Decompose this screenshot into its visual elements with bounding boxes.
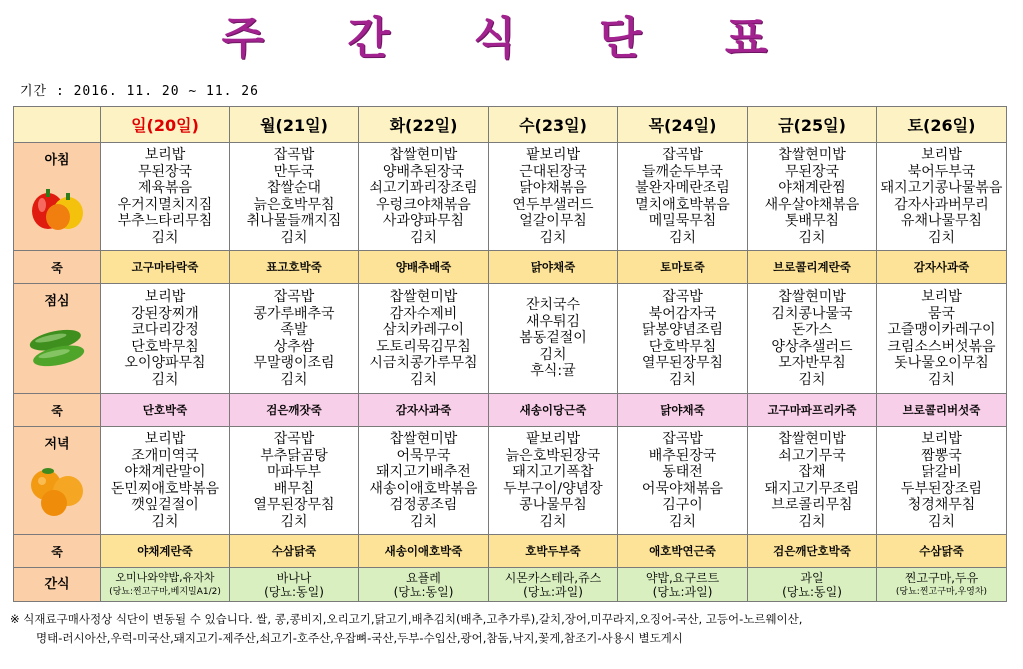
porridge-label: 죽 — [14, 251, 101, 284]
dinner-label-cell — [14, 427, 101, 535]
menu-item: 보리밥 — [921, 289, 962, 305]
menu-item: 김치 — [927, 513, 956, 530]
dinner-cell — [101, 427, 230, 535]
porridge-cell: 애호박연근죽 — [618, 535, 748, 568]
menu-item: 찹쌀순대 — [266, 180, 322, 196]
breakfast-label: 아침 — [44, 153, 70, 168]
menu-item: 김치 — [539, 229, 567, 246]
snack-diabetic-note: (당뇨:과일) — [523, 584, 583, 599]
lunch-cell — [489, 284, 618, 394]
menu-item: 고즐맹이카레구이 — [887, 322, 996, 338]
menu-item: 잔치국수 — [525, 297, 581, 314]
menu-item: 김치 — [409, 371, 438, 388]
porridge-row — [14, 535, 1007, 568]
porridge-cell: 감자사과죽 — [359, 394, 489, 427]
day-header: 목(24일) — [618, 107, 748, 143]
menu-item: 김치 — [927, 229, 956, 246]
menu-item: 김치 — [668, 371, 697, 388]
menu-item: 코다리강정 — [131, 322, 199, 338]
menu-item: 잡곡밥 — [662, 431, 703, 447]
porridge-cell: 닭야채죽 — [489, 251, 618, 284]
menu-item: 무말랭이조림 — [253, 355, 335, 371]
menu-item: 오이양파무침 — [124, 355, 206, 371]
snack-diabetic-note: (당뇨:과일) — [652, 584, 713, 599]
menu-item: 뭄국 — [927, 305, 956, 322]
menu-item: 닭갈비 — [921, 464, 962, 480]
menu-item: 깻잎겉절이 — [131, 497, 199, 513]
menu-item: 보리밥 — [144, 289, 186, 305]
menu-item: 취나물들깨지짐 — [246, 213, 342, 229]
dinner-cell — [748, 427, 877, 535]
bell-pepper-icon — [28, 177, 86, 233]
menu-item: 돼지고기배추전 — [376, 464, 471, 480]
corner-cell — [14, 107, 101, 143]
menu-item: 야채계란말이 — [124, 464, 206, 480]
lunch-cell — [101, 284, 230, 394]
porridge-cell: 새송이당근죽 — [489, 394, 618, 427]
dinner-row — [14, 427, 1007, 535]
dinner-label: 저녁 — [44, 437, 70, 452]
menu-item: 찹쌀현미밥 — [778, 147, 846, 163]
menu-item: 부추느타리무침 — [117, 213, 213, 229]
porridge-label: 죽 — [14, 535, 101, 568]
menu-item: 멸치애호박볶음 — [635, 196, 730, 213]
period-text: 기간 : 2016. 11. 20 ~ 11. 26 — [20, 84, 259, 99]
menu-item: 찹쌀현미밥 — [778, 431, 846, 447]
porridge-cell: 수삼닭죽 — [877, 535, 1007, 568]
porridge-cell: 토마토죽 — [618, 251, 748, 284]
menu-item: 메밀묵무침 — [648, 213, 717, 229]
porridge-cell: 브로콜리버섯죽 — [877, 394, 1007, 427]
menu-item: 돈민찌애호박볶음 — [110, 480, 220, 497]
menu-item: 북어두부국 — [907, 163, 976, 180]
menu-item: 동태전 — [662, 464, 703, 480]
menu-item: 늙은호박된장국 — [505, 447, 601, 464]
menu-item: 쇠고기꽈리장조림 — [369, 180, 478, 196]
menu-item: 찹쌀현미밥 — [389, 147, 458, 163]
snack-cell — [748, 568, 877, 602]
menu-item: 닭야채볶음 — [519, 180, 587, 196]
menu-item: 단호박무침 — [131, 338, 199, 355]
snack-cell — [230, 568, 359, 602]
menu-item: 부추닭곰탕 — [260, 447, 328, 464]
snack-diabetic-note: (당뇨:동일) — [393, 584, 454, 599]
footnote-line: 명태-러시아산,우럭-미국산,돼지고기-제주산,쇠고기-호주산,우잡뼈-국산,두부-수입산,광어,참돔,낙지,꽃게,참조기-사용시 별도게시 — [36, 631, 683, 645]
menu-item: 김치 — [151, 229, 179, 246]
menu-item: 김구이 — [662, 497, 703, 513]
menu-item: 마파두부 — [266, 464, 322, 480]
menu-item: 김치 — [798, 513, 826, 530]
menu-item: 돗나물오이무침 — [894, 355, 989, 371]
menu-item: 단호박무침 — [648, 338, 717, 355]
menu-item: 보리밥 — [144, 431, 186, 447]
menu-item: 톳배무침 — [784, 213, 840, 229]
menu-item: 돼지고기무조림 — [764, 480, 860, 497]
menu-item: 근대된장국 — [519, 163, 587, 180]
page-title: 주 간 식 단 표 — [221, 13, 802, 64]
menu-item: 우렁크야채볶음 — [376, 196, 471, 213]
porridge-cell: 야채계란죽 — [101, 535, 230, 568]
porridge-label: 죽 — [14, 394, 101, 427]
menu-item: 김치 — [151, 371, 179, 388]
snack-cell — [877, 568, 1007, 602]
menu-item: 돈가스 — [791, 322, 833, 338]
menu-item: 연두부샐러드 — [512, 196, 594, 213]
menu-item: 팥보리밥 — [525, 431, 581, 447]
menu-item: 잡곡밥 — [273, 289, 315, 305]
breakfast-cell — [359, 143, 489, 251]
menu-item: 김치 — [280, 371, 308, 388]
snack-item: 요플레 — [406, 570, 441, 585]
footnote-line: ※ 식재료구매사정상 식단이 변동될 수 있습니다. 쌀, 콩,콩비지,오리고기,닭고기,배추김치(배추,고추가루),갈치,장어,미꾸라지,오징어-국산, 고등어-노르웨이산, — [10, 612, 803, 626]
lunch-cell — [877, 284, 1007, 394]
menu-item: 김치 — [668, 513, 697, 530]
dinner-cell — [489, 427, 618, 535]
menu-item: 어묵무국 — [396, 447, 451, 464]
menu-item: 잡곡밥 — [662, 289, 703, 305]
menu-item: 양상추샐러드 — [771, 338, 853, 355]
menu-item: 후식:귤 — [530, 363, 576, 380]
breakfast-cell — [230, 143, 359, 251]
porridge-cell: 수삼닭죽 — [230, 535, 359, 568]
weekly-menu-table — [13, 106, 1007, 602]
menu-item: 콩나물무침 — [519, 497, 587, 513]
dinner-cell — [359, 427, 489, 535]
porridge-cell: 호박두부죽 — [489, 535, 618, 568]
menu-item: 잡곡밥 — [273, 147, 315, 163]
porridge-row — [14, 251, 1007, 284]
menu-item: 김치 — [798, 371, 826, 388]
menu-item: 우거지멸치지짐 — [117, 196, 213, 213]
menu-item: 유채나물무침 — [900, 213, 983, 229]
menu-item: 열무된장무침 — [253, 497, 335, 513]
lunch-label-cell — [14, 284, 101, 394]
menu-item: 보리밥 — [144, 147, 186, 163]
porridge-cell: 브로콜리계란죽 — [748, 251, 877, 284]
porridge-cell: 고구마파프리카죽 — [748, 394, 877, 427]
dinner-cell — [230, 427, 359, 535]
menu-item: 무된장국 — [784, 163, 840, 180]
breakfast-cell — [748, 143, 877, 251]
lunch-label: 점심 — [44, 294, 70, 309]
snack-diabetic-note: (당뇨:찐고구마,우영차) — [895, 586, 988, 597]
menu-item: 야채계란찜 — [778, 180, 846, 196]
snack-diabetic-note: (당뇨:동일) — [264, 584, 324, 599]
menu-item: 잡곡밥 — [273, 431, 315, 447]
menu-item: 조개미역국 — [131, 447, 199, 464]
menu-item: 청경채무침 — [907, 497, 976, 513]
menu-item: 검정콩조림 — [389, 497, 458, 513]
menu-item: 김치 — [668, 229, 697, 246]
lunch-cell — [359, 284, 489, 394]
menu-item: 콩가루배추국 — [253, 305, 335, 322]
snack-item: 바나나 — [276, 570, 312, 585]
day-header: 화(22일) — [359, 107, 489, 143]
lunch-row — [14, 284, 1007, 394]
menu-item: 얼갈이무침 — [519, 213, 587, 229]
snack-item: 약밥,요구르트 — [645, 570, 720, 585]
menu-item: 도토리묵김무침 — [376, 338, 471, 355]
menu-item: 김치 — [539, 346, 567, 363]
menu-item: 짬뽕국 — [921, 447, 962, 464]
menu-item: 김치 — [280, 513, 308, 530]
menu-item: 양배추된장국 — [382, 163, 465, 180]
menu-item: 배무침 — [273, 480, 315, 497]
header-row — [14, 107, 1007, 143]
menu-item: 시금치콩가루무침 — [369, 355, 478, 371]
porridge-cell: 검은깨단호박죽 — [748, 535, 877, 568]
porridge-cell: 단호박죽 — [101, 394, 230, 427]
snack-row — [14, 568, 1007, 602]
menu-item: 제육볶음 — [137, 180, 193, 196]
menu-item: 만두국 — [273, 163, 315, 180]
breakfast-label-cell — [14, 143, 101, 251]
menu-item: 봄동겉절이 — [519, 330, 587, 347]
menu-item: 두부된장조림 — [900, 480, 983, 497]
menu-item: 김치 — [280, 229, 308, 246]
snack-item: 찐고구마,두유 — [904, 570, 979, 585]
porridge-cell: 새송이애호박죽 — [359, 535, 489, 568]
menu-item: 닭봉양념조림 — [641, 322, 724, 338]
menu-item: 찹쌀현미밥 — [389, 431, 458, 447]
menu-item: 새송이애호박볶음 — [369, 480, 478, 497]
dinner-cell — [877, 427, 1007, 535]
menu-item: 감자사과버무리 — [894, 196, 989, 213]
breakfast-cell — [618, 143, 748, 251]
menu-item: 감자수제비 — [389, 305, 458, 322]
menu-item: 크림소스버섯볶음 — [887, 338, 996, 355]
breakfast-cell — [877, 143, 1007, 251]
lunch-cell — [618, 284, 748, 394]
snack-item: 시몬카스테라,쥬스 — [504, 570, 602, 585]
menu-item: 김치 — [539, 513, 567, 530]
day-header: 일(20일) — [101, 107, 230, 143]
porridge-cell: 고구마타락죽 — [101, 251, 230, 284]
cucumber-icon — [28, 318, 86, 374]
snack-cell — [489, 568, 618, 602]
day-header: 수(23일) — [489, 107, 618, 143]
lunch-cell — [748, 284, 877, 394]
snack-diabetic-note: (당뇨:동일) — [782, 584, 842, 599]
footnote — [10, 610, 1015, 648]
menu-item: 늙은호박무침 — [253, 196, 335, 213]
menu-item: 강된장찌개 — [131, 305, 199, 322]
menu-item: 배추된장국 — [648, 447, 717, 464]
snack-label: 간식 — [14, 568, 101, 602]
menu-item: 들깨순두부국 — [641, 163, 724, 180]
menu-item: 무된장국 — [137, 163, 193, 180]
porridge-cell: 닭야채죽 — [618, 394, 748, 427]
menu-item: 새우튀김 — [525, 313, 581, 330]
snack-diabetic-note: (당뇨:찐고구마,베지밀A1/2) — [109, 586, 221, 597]
menu-item: 상추쌈 — [273, 338, 315, 355]
menu-item: 열무된장무침 — [641, 355, 724, 371]
menu-item: 김치 — [409, 513, 438, 530]
porridge-cell: 감자사과죽 — [877, 251, 1007, 284]
day-header: 토(26일) — [877, 107, 1007, 143]
menu-item: 팥보리밥 — [525, 147, 581, 163]
menu-item: 새우살야채볶음 — [764, 196, 860, 213]
menu-item: 모자반무침 — [778, 355, 846, 371]
menu-item: 보리밥 — [921, 431, 962, 447]
porridge-cell: 표고호박죽 — [230, 251, 359, 284]
menu-item: 돼지고기폭찹 — [512, 464, 594, 480]
menu-item: 김치콩나물국 — [771, 305, 853, 322]
porridge-cell: 검은깨잣죽 — [230, 394, 359, 427]
menu-item: 김치 — [927, 371, 956, 388]
snack-cell — [359, 568, 489, 602]
menu-item: 찹쌀현미밥 — [389, 289, 458, 305]
menu-item: 쇠고기무국 — [778, 447, 846, 464]
menu-item: 잡채 — [798, 464, 826, 480]
snack-cell — [618, 568, 748, 602]
menu-item: 두부구이/양념장 — [503, 480, 603, 497]
porridge-row — [14, 394, 1007, 427]
day-header: 금(25일) — [748, 107, 877, 143]
dinner-cell — [618, 427, 748, 535]
snack-cell — [101, 568, 230, 602]
menu-item: 브로콜리무침 — [771, 497, 853, 513]
snack-item: 오미나와약밥,유자차 — [115, 570, 215, 584]
menu-item: 어묵야채볶음 — [641, 480, 724, 497]
menu-item: 잡곡밥 — [662, 147, 703, 163]
lunch-cell — [230, 284, 359, 394]
tangerine-icon — [28, 461, 86, 517]
breakfast-cell — [489, 143, 618, 251]
menu-item: 김치 — [798, 229, 826, 246]
menu-item: 찹쌀현미밥 — [778, 289, 846, 305]
menu-item: 보리밥 — [921, 147, 962, 163]
breakfast-cell — [101, 143, 230, 251]
menu-item: 북어감자국 — [648, 305, 717, 322]
day-header: 월(21일) — [230, 107, 359, 143]
breakfast-row — [14, 143, 1007, 251]
menu-item: 김치 — [409, 229, 438, 246]
snack-item: 과일 — [800, 570, 824, 585]
porridge-cell: 양배추배죽 — [359, 251, 489, 284]
menu-item: 돼지고기콩나물볶음 — [880, 180, 1003, 196]
menu-item: 김치 — [151, 513, 179, 530]
menu-item: 불완자메란조림 — [635, 180, 730, 196]
menu-item: 족발 — [280, 322, 308, 338]
menu-item: 삼치카레구이 — [382, 322, 465, 338]
menu-item: 사과양파무침 — [382, 213, 465, 229]
